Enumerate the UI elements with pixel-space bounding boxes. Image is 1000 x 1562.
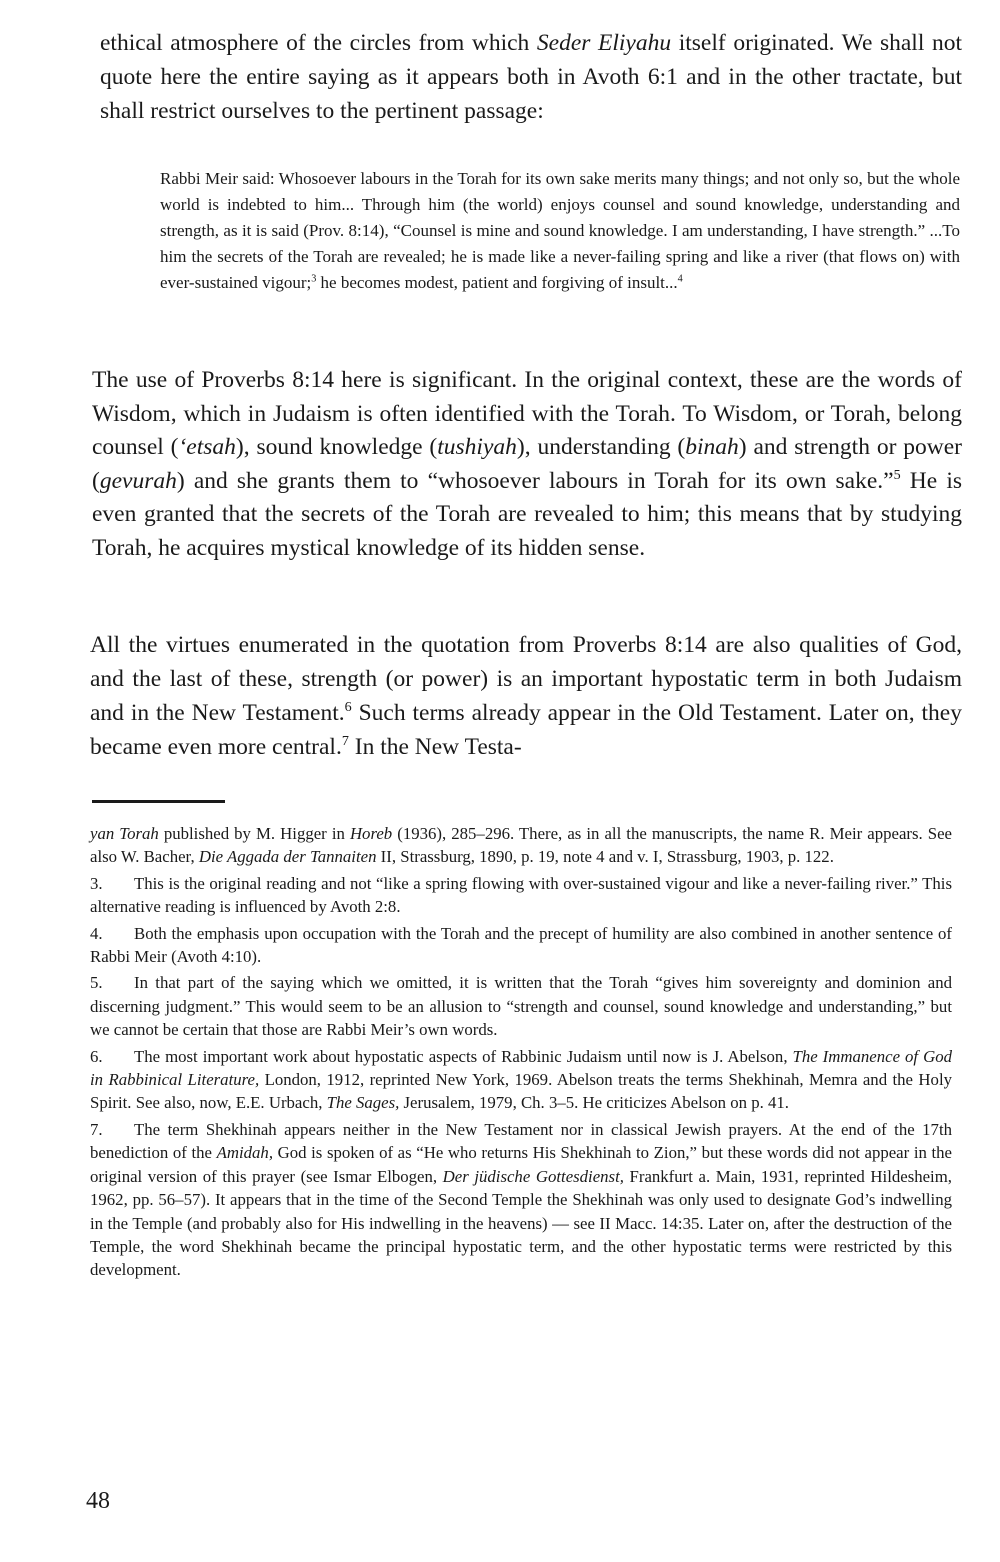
footnote-ref-7: 7 <box>341 733 349 750</box>
footnote-italic: Horeb <box>349 824 393 843</box>
analysis-text-4: ) and strength or power ( <box>92 434 962 494</box>
page-number: 48 <box>86 1488 110 1514</box>
analysis-text-5: ) and she grants them to “whosoever labours in Torah for its own sake.” <box>176 467 894 494</box>
footnote-separator <box>92 800 225 803</box>
term-tushiyah: tushiyah <box>437 434 517 460</box>
intro-italic-title: Seder Eliyahu <box>536 30 672 56</box>
footnote-text: London, 1912, reprinted New York, 1969. Abelson treats the terms Shekhinah, Memra and the Holy Spirit. See also, now, E.E. Urbach, <box>90 1070 952 1113</box>
footnote-italic: yan Torah <box>90 824 159 843</box>
term-etsah: ‘etsah <box>178 434 236 460</box>
analysis-text-6: He is even granted that the secrets of the Torah are revealed to him; this means that by studying Torah, he acquires mystical knowledge of its hidden sense. <box>92 467 963 561</box>
footnote-3 <box>90 872 952 919</box>
footnote-text: published by M. Higger in <box>158 824 350 843</box>
footnote-text: II, Strassburg, 1890, p. 19, note 4 and v. I, Strassburg, 1903, p. 122. <box>376 847 834 867</box>
footnote-number: 7. <box>90 1119 103 1139</box>
analysis-text-3: ), understanding ( <box>516 434 686 460</box>
analysis-paragraph <box>92 364 962 565</box>
footnote-text: God is spoken of as “He who returns His Shekhinah to Zion,” but these words did not appear in the original version of this prayer (see Ismar Elbogen, <box>90 1143 952 1186</box>
footnote-6 <box>90 1045 952 1115</box>
intro-text-2: itself originated. We shall not quote here the entire saying as it appears both in Avoth 6:1 and in the other tractate, but shall restrict ourselves to the pertinent passage: <box>100 30 963 124</box>
footnote-number: 5. <box>90 973 103 993</box>
footnote-italic: Amidah, <box>216 1143 274 1163</box>
footnote-text: Jerusalem, 1979, Ch. 3–5. He criticizes Abelson on p. 41. <box>399 1093 789 1113</box>
virtues-text-3: In the New Testa- <box>348 734 522 760</box>
virtues-paragraph <box>90 628 962 764</box>
footnote-4 <box>90 922 952 969</box>
footnotes <box>90 822 952 1285</box>
virtues-text-1: All the virtues enumerated in the quotation from Proverbs 8:14 are also qualities of God, and the last of these, strength (or power) is an important hypostatic term in both Judaism and in the New Testament. <box>90 632 962 726</box>
quote-text-2: he becomes modest, patient and forgiving of insult... <box>316 273 678 292</box>
analysis-text-2: ), sound knowledge ( <box>235 434 438 460</box>
footnote-italic: Die Aggada der Tannaiten <box>198 847 377 867</box>
footnote-italic: The Immanence of God in Rabbinical Literature, <box>90 1046 952 1090</box>
footnote-text: (1936), 285–296. There, as in all the manuscripts, the name R. Meir appears. See also W. Bacher, <box>90 824 952 867</box>
footnote-text: This is the original reading and not “like a spring flowing with over-sustained vigour and like a never-failing river.” This alternative reading is influenced by Avoth 2:8. <box>90 873 952 917</box>
quote-text-1: Rabbi Meir said: Whosoever labours in the Torah for its own sake merits many things; and not only so, but the whole world is indebted to him... Through him (the world) enjoys counsel and sound knowledge, understanding and strength, as it is said (Prov. 8:14), “Counsel is mine and sound knowledge. I am understanding, I have strength.” ...To him the secrets of the Torah are revealed; he is made like a never-failing spring and like a river (that flows on) with ever-sustained vigour; <box>160 169 960 292</box>
footnote-ref-6: 6 <box>344 699 352 716</box>
footnote-italic: The Sages, <box>326 1093 400 1113</box>
term-gevurah: gevurah <box>99 467 177 494</box>
footnote-ref-4: 4 <box>677 273 683 285</box>
virtues-text-2: Such terms already appear in the Old Testament. Later on, they became even more central. <box>90 700 962 760</box>
footnote-number: 4. <box>90 923 103 943</box>
footnote-text: Frankfurt a. Main, 1931, reprinted Hildesheim, 1962, pp. 56–57). It appears that in the time of the Second Temple the Shekhinah was only used to designate God’s indwelling in the Temple (and probably also for His indwelling in the heavens) — see II Macc. 14:35. Later on, after the destruction of the Temple, the word Shekhinah became the principal hypostatic term, and the other hypostatic terms were restricted by this development. <box>90 1166 952 1280</box>
block-quotation <box>160 166 960 296</box>
footnote-7 <box>90 1118 952 1282</box>
footnote-continuation <box>90 822 952 869</box>
footnote-ref-3: 3 <box>311 273 317 285</box>
footnote-5 <box>90 971 952 1041</box>
footnote-ref-5: 5 <box>893 466 901 483</box>
analysis-text-1: The use of Proverbs 8:14 here is significant. In the original context, these are the words of Wisdom, which in Judaism is often identified with the Torah. To Wisdom, or Torah, belong counsel ( <box>92 367 962 460</box>
intro-text-1: ethical atmosphere of the circles from which <box>100 30 537 56</box>
footnote-italic: Der jüdische Gottesdienst, <box>442 1166 624 1186</box>
intro-paragraph <box>100 26 962 128</box>
footnote-text: The term Shekhinah appears neither in the New Testament nor in classical Jewish prayers. At the end of the 17th benediction of the <box>90 1119 952 1163</box>
footnote-text: Both the emphasis upon occupation with the Torah and the precept of humility are also combined in another sentence of Rabbi Meir (Avoth 4:10). <box>90 923 952 967</box>
term-binah: binah <box>685 434 739 460</box>
footnote-text: In that part of the saying which we omitted, it is written that the Torah “gives him sovereignty and dominion and discerning judgment.” This would seem to be an allusion to “strength and counsel, sound knowledge and understanding,” but we cannot be certain that those are Rabbi Meir’s own words. <box>90 973 952 1040</box>
footnote-text: The most important work about hypostatic aspects of Rabbinic Judaism until now is J. Abelson, <box>134 1046 793 1066</box>
footnote-number: 6. <box>90 1046 103 1066</box>
footnote-number: 3. <box>90 873 103 893</box>
